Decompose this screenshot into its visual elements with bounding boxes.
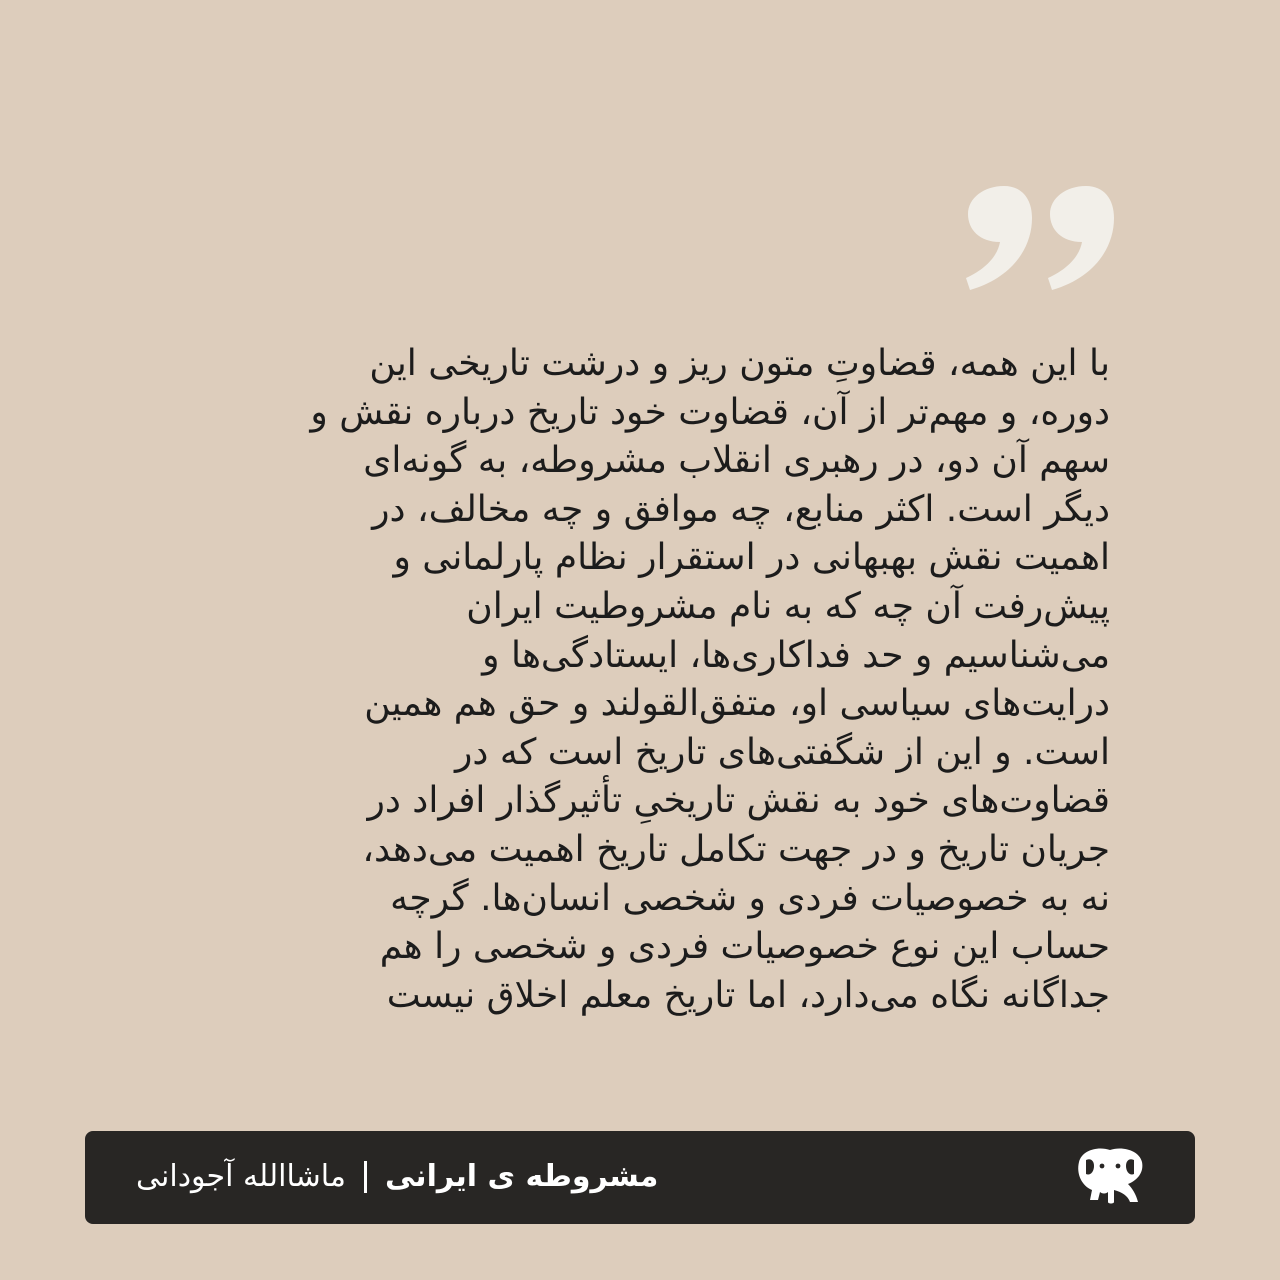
quote-line: می‌شناسیم و حد فداکاری‌ها، ایستادگی‌ها و: [482, 634, 1110, 676]
quote-line: است. و این از شگفتی‌های تاریخ است که در: [455, 731, 1110, 773]
quote-line: نه به خصوصیات فردی و شخصی انسان‌ها. گرچه: [390, 877, 1110, 919]
quote-line: حساب این نوع خصوصیات فردی و شخصی را هم: [379, 926, 1110, 968]
quote-line: دیگر است. اکثر منابع، چه موافق و چه مخالف، در: [372, 488, 1110, 530]
quote-line: سهم آن دو، در رهبری انقلاب مشروطه، به گونه‌ای: [363, 440, 1110, 482]
quote-line: درایت‌های سیاسی او، متفق‌القولند و حق هم همین: [364, 683, 1110, 725]
quote-line: جداگانه نگاه می‌دارد، اما تاریخ معلم اخلاق نیست: [386, 974, 1110, 1016]
footer-credit: [136, 1155, 658, 1199]
author-name: ماشاالله آجودانی: [136, 1159, 346, 1194]
quote-text: [150, 340, 1110, 1020]
quote-line: پیش‌رفت آن چه که به نام مشروطیت ایران: [466, 585, 1110, 627]
quote-line: دوره، و مهم‌تر از آن، قضاوت خود تاریخ درباره نقش و: [310, 391, 1110, 433]
quote-line: اهمیت نقش بهبهانی در استقرار نظام پارلمانی و: [393, 537, 1110, 579]
elephant-icon: [1076, 1146, 1144, 1204]
quote-line: قضاوت‌های خود به نقش تاریخیِ تأثیرگذار افراد در: [367, 780, 1110, 822]
quote-line: با این همه، قضاوتِ متون ریز و درشت تاریخی این: [369, 343, 1110, 384]
closing-quote-icon: [964, 186, 1114, 294]
book-title: مشروطه ی ایرانی: [384, 1159, 659, 1194]
footer-divider: [364, 1161, 367, 1193]
quote-line: جریان تاریخ و در جهت تکامل تاریخ اهمیت می‌دهد،: [362, 828, 1110, 870]
